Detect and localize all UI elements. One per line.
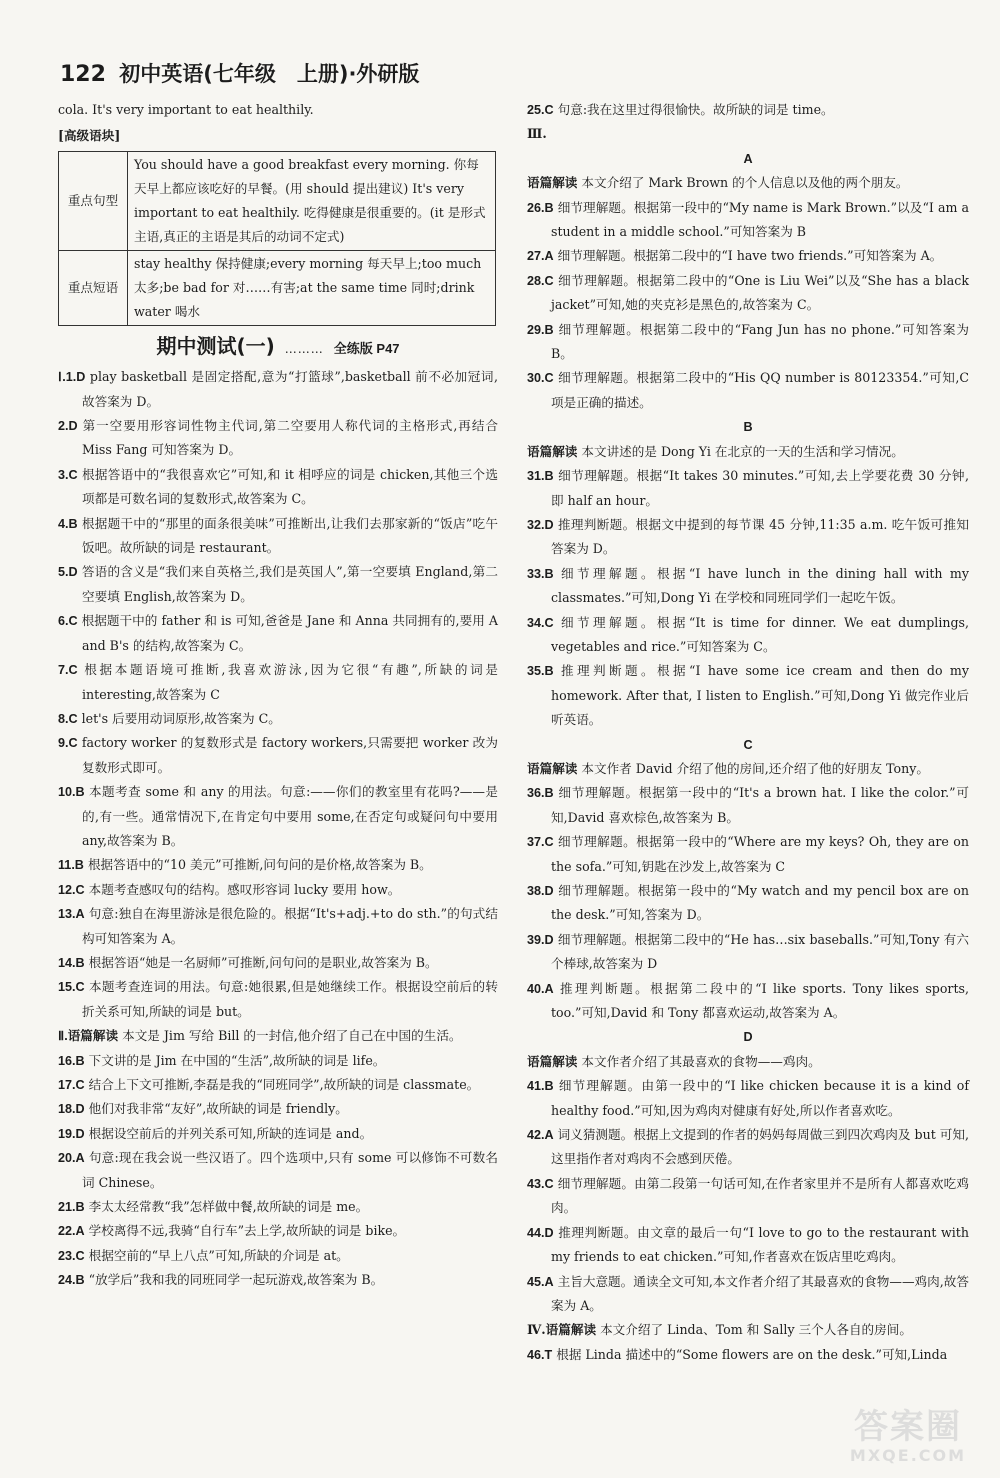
answer-text: factory worker 的复数形式是 factory workers,只需要把 worker 改为复数形式即可。 <box>81 735 498 775</box>
answer-number: 46.T <box>527 1347 553 1362</box>
answer-item <box>527 977 969 1026</box>
answer-text: 细节理解题。根据第一段中的“My watch and my pencil box are on the desk.”可知,答案为 D。 <box>551 883 969 923</box>
answer-item <box>58 1122 498 1146</box>
answer-item <box>527 1270 969 1319</box>
answer-item <box>58 365 498 414</box>
table-row <box>59 250 496 325</box>
answer-item <box>58 1244 498 1268</box>
answer-number: 24.B <box>58 1273 85 1288</box>
answer-item <box>58 951 498 975</box>
answer-number: 34.C <box>527 615 554 630</box>
answer-text: 根据答语中的“10 美元”可推断,问句问的是价格,故答案为 B。 <box>87 857 432 873</box>
answer-text: 推理判断题。根据“I have some ice cream and then do my homework. After that, I listen to English.”可知,Dong Yi 做完作业后听英语。 <box>551 663 969 728</box>
passage-label: D <box>743 1030 753 1045</box>
answer-text: 细节理解题。由第一段中的“I like chicken because it is a kind of healthy food.”可知,因为鸡肉对健康有好处,所以作者喜欢吃。 <box>551 1078 969 1118</box>
passage-summary <box>527 757 969 781</box>
answer-item <box>58 658 498 707</box>
answer-text: 第一空要用形容词性物主代词,第二空要用人称代词的主格形式,再结合 Miss Fang 可知答案为 D。 <box>82 418 498 458</box>
answer-text: 结合上下文可推断,李磊是我的“同班同学”,故所缺的词是 classmate。 <box>88 1077 480 1092</box>
answer-text: 本文是 Jim 写给 Bill 的一封信,他介绍了自己在中国的生活。 <box>122 1028 462 1044</box>
answer-item <box>58 1146 498 1195</box>
passage-summary-text: 本文作者介绍了其最喜欢的食物——鸡肉。 <box>581 1053 821 1069</box>
answer-number: 6.C <box>58 614 78 629</box>
answer-item <box>527 269 969 318</box>
answer-item <box>527 659 969 732</box>
answer-number: 2.D <box>58 419 78 434</box>
passage-summary <box>527 171 969 195</box>
answer-number: 12.C <box>58 882 85 897</box>
answer-number: 10.B <box>58 785 85 800</box>
table-value: You should have a good breakfast every morning. 你每天早上都应该吃好的早餐。(用 should 提出建议) It's very important to eat healthily. 吃得健康是很重要的。(it 是形式主语,真正的主语是其后的动词不定式) <box>128 151 496 250</box>
answer-text: 本题考查感叹句的结构。感叹形容词 lucky 要用 how。 <box>88 881 401 897</box>
page-number: 122 <box>60 62 106 87</box>
answer-number: 42.A <box>527 1128 554 1143</box>
answer-item <box>527 830 969 879</box>
answer-text: 根据题干中的“那里的面条很美味”可推断出,让我们去那家新的“饭店”吃午饭吧。故所缺的词是 restaurant。 <box>81 515 498 556</box>
answer-number: 33.B <box>527 566 554 581</box>
answer-text: 细节理解题。根据第一段中的“My name is Mark Brown.”以及“I am a student in a middle school.”可知答案为 B <box>551 199 969 240</box>
answer-text: 主旨大意题。通读全文可知,本文作者介绍了其最喜欢的食物——鸡肉,故答案为 A。 <box>551 1273 969 1313</box>
answer-text: 根据 Linda 描述中的“Some flowers are on the desk.”可知,Linda <box>556 1346 948 1362</box>
passage-summary-text: 本文介绍了 Mark Brown 的个人信息以及他的两个朋友。 <box>581 175 909 191</box>
answer-number: 41.B <box>527 1079 554 1094</box>
answer-number: 9.C <box>58 736 78 751</box>
answer-number: 17.C <box>58 1078 85 1092</box>
answer-item <box>527 781 969 830</box>
answer-item <box>58 1097 498 1121</box>
answer-text: 推理判断题。根据文中提到的每节课 45 分钟,11:35 a.m. 吃午饭可推知答案为 D。 <box>551 516 969 557</box>
answer-number: 16.B <box>58 1053 85 1068</box>
table-key: 重点句型 <box>59 151 128 250</box>
answer-item <box>58 780 498 853</box>
answer-text: 李太太经常教“我”怎样做中餐,故所缺的词是 me。 <box>88 1199 369 1215</box>
passage-summary-tag: 语篇解读 <box>527 175 578 191</box>
answer-item <box>58 1049 498 1073</box>
answer-number: 31.B <box>527 469 554 484</box>
answer-text: 细节理解题。由第二段第一句话可知,在作者家里并不是所有人都喜欢吃鸡肉。 <box>551 1175 969 1216</box>
table-row <box>59 151 496 250</box>
answer-number: 7.C <box>58 663 78 678</box>
answer-text: 细节理解题。根据第二段中的“I have two friends.”可知答案为 A。 <box>557 248 943 264</box>
answer-number: 28.C <box>527 273 554 288</box>
answer-item <box>527 562 969 611</box>
answer-number: 3.C <box>58 467 78 482</box>
page-header <box>60 58 960 90</box>
answer-text: 根据答语“她是一名厨师”可推断,问句问的是职业,故答案为 B。 <box>88 954 438 970</box>
answer-text: 细节理解题。根据第二段中的“One is Liu Wei”以及“She has a black jacket”可知,她的夹克衫是黑色的,故答案为 C。 <box>551 272 969 313</box>
answer-item <box>58 463 498 512</box>
right-column <box>527 98 969 1367</box>
passage-summary-text: 本文介绍了 Linda、Tom 和 Sally 三个人各自的房间。 <box>600 1322 912 1338</box>
answer-item <box>58 1024 498 1048</box>
answer-number: 39.D <box>527 932 554 947</box>
watermark-domain: MXQE.COM <box>849 1446 967 1465</box>
answer-text: 根据空前的“早上八点”可知,所缺的介词是 at。 <box>88 1247 349 1263</box>
answer-item <box>527 244 969 268</box>
answer-text: 他们对我非常“友好”,故所缺的词是 friendly。 <box>88 1101 348 1117</box>
answer-item <box>527 513 969 562</box>
answer-number: 38.D <box>527 884 554 898</box>
intro-line: cola. It's very important to eat healthily. <box>58 102 314 117</box>
passage-summary-tag: 语篇解读 <box>527 760 578 776</box>
answer-number: 22.A <box>58 1224 85 1239</box>
answer-number: 15.C <box>58 980 85 995</box>
answer-number: 20.A <box>58 1151 85 1166</box>
answer-item <box>527 611 969 660</box>
answer-number: 13.A <box>58 907 85 922</box>
answer-text: 推理判断题。由文章的最后一句“I love to go to the restaurant with my friends to eat chicken.”可知,作者喜欢在饭店里吃鸡肉。 <box>551 1224 969 1265</box>
answer-item <box>58 512 498 561</box>
answer-number: 30.C <box>527 371 554 386</box>
watermark-logo <box>838 1408 978 1470</box>
table-value: stay healthy 保持健康;every morning 每天早上;too much 太多;be bad for 对……有害;at the same time 同时;drink water 喝水 <box>128 250 496 325</box>
answer-number: 5.D <box>58 565 78 580</box>
answer-item <box>527 879 969 928</box>
answer-item <box>527 464 969 513</box>
answer-item <box>527 1172 969 1221</box>
answer-number: 8.C <box>58 711 78 726</box>
exam-page-ref: 全练版 P47 <box>333 340 400 356</box>
section-number: Ⅲ. <box>527 126 547 142</box>
answer-item <box>527 196 969 245</box>
answer-text: 细节理解题。根据第二段中的“He has…six baseballs.”可知,Tony 有六个棒球,故答案为 D <box>551 931 969 972</box>
answer-item <box>527 1221 969 1270</box>
answer-text: 细节理解题。根据第一段中的“Where are my keys? Oh, they are on the sofa.”可知,钥匙在沙发上,故答案为 C <box>551 834 969 874</box>
left-answer-list <box>58 365 498 1292</box>
passage-summary <box>527 1050 969 1074</box>
answer-number: 43.C <box>527 1176 554 1191</box>
answer-item <box>58 1073 498 1097</box>
answer-text: 学校离得不远,我骑“自行车”去上学,故所缺的词是 bike。 <box>88 1223 406 1239</box>
exam-dots: ……… <box>284 341 324 356</box>
answer-number: 44.D <box>527 1225 554 1240</box>
answer-text: 答语的含义是“我们来自英格兰,我们是英国人”,第一空要填 England,第二空要填 English,故答案为 D。 <box>81 564 498 604</box>
exam-title-line <box>58 334 498 361</box>
answer-text: 下文讲的是 Jim 在中国的“生活”,故所缺的词是 life。 <box>88 1052 386 1068</box>
answer-item <box>58 731 498 780</box>
passage-summary-text: 本文作者 David 介绍了他的房间,还介绍了他的好朋友 Tony。 <box>581 760 929 776</box>
answer-item <box>58 853 498 877</box>
right-answer-list <box>527 98 969 1367</box>
answer-text: 句意:现在我会说一些汉语了。四个选项中,只有 some 可以修饰不可数名词 Chinese。 <box>82 1150 498 1190</box>
answer-text: 细节理解题。根据第二段中的“Fang Jun has no phone.”可知答案为 B。 <box>551 321 969 362</box>
answer-number: 36.B <box>527 786 554 801</box>
answer-number: 40.A <box>527 981 554 996</box>
answer-item <box>527 928 969 977</box>
answer-number: 18.D <box>58 1102 85 1117</box>
answer-item <box>58 1219 498 1243</box>
answer-number: 37.C <box>527 835 554 850</box>
answer-number: 11.B <box>58 858 84 873</box>
passage-label: C <box>743 737 753 752</box>
left-column <box>58 98 498 1293</box>
table-key: 重点短语 <box>59 250 128 325</box>
answer-text: 细节理解题。根据“It takes 30 minutes.”可知,去上学要花费 30 分钟,即 half an hour。 <box>551 468 969 508</box>
passage-summary <box>527 1318 969 1342</box>
exam-title: 期中测试(一) <box>156 333 275 358</box>
answer-number: 29.B <box>527 322 554 337</box>
passage-summary-text: 本文讲述的是 Dong Yi 在北京的一天的生活和学习情况。 <box>581 443 904 459</box>
answer-item <box>58 975 498 1024</box>
answer-text: let's 后要用动词原形,故答案为 C。 <box>81 710 281 726</box>
advanced-block-label: [高级语块] <box>58 128 121 144</box>
answer-number: 21.B <box>58 1200 85 1215</box>
answer-item <box>58 560 498 609</box>
answer-text: 根据题干中的 father 和 is 可知,爸爸是 Jane 和 Anna 共同拥有的,要用 A and B's 的结构,故答案为 C。 <box>81 613 498 653</box>
answer-text: 细节理解题。根据第一段中的“It's a brown hat. I like the color.”可知,David 喜欢棕色,故答案为 B。 <box>551 785 969 825</box>
answer-item <box>527 1123 969 1172</box>
answer-text: 词义猜测题。根据上文提到的作者的妈妈每周做三到四次鸡肉及 but 可知,这里指作者对鸡肉不会感到厌倦。 <box>551 1127 969 1167</box>
answer-item <box>527 318 969 367</box>
answer-text: 句意:我在这里过得很愉快。故所缺的词是 time。 <box>557 102 834 117</box>
passage-summary-tag: 语篇解读 <box>527 443 578 459</box>
answer-number: 14.B <box>58 955 85 970</box>
answer-number: 32.D <box>527 517 554 532</box>
answer-item <box>58 609 498 658</box>
answer-text: 细节理解题。根据“I have lunch in the dining hall with my classmates.”可知,Dong Yi 在学校和同班同学们一起吃午饭。 <box>551 565 969 606</box>
answer-text: 句意:独自在海里游泳是很危险的。根据“It's+adj.+to do sth.”的句式结构可知答案为 A。 <box>82 906 498 946</box>
answer-text: 根据答语中的“我很喜欢它”可知,和 it 相呼应的词是 chicken,其他三个选项都是可数名词的复数形式,故答案为 C。 <box>81 466 498 507</box>
answer-item <box>527 98 969 122</box>
answer-item <box>58 1195 498 1219</box>
advanced-block-table <box>58 151 496 326</box>
answer-item <box>527 1343 969 1367</box>
answer-number: Ⅰ.1.D <box>58 370 86 385</box>
answer-text: 根据设空前后的并列关系可知,所缺的连词是 and。 <box>88 1125 373 1141</box>
answer-number: 25.C <box>527 103 554 117</box>
answer-item <box>58 902 498 951</box>
passage-label: B <box>743 420 753 435</box>
watermark-logo-text: 答案圈 <box>854 1407 962 1447</box>
answer-text: 细节理解题。根据“It is time for dinner. We eat dumplings, vegetables and rice.”可知答案为 C。 <box>551 614 969 654</box>
answer-text: 细节理解题。根据第二段中的“His QQ number is 80123354.”可知,C 项是正确的描述。 <box>551 370 969 410</box>
answer-text: 根据本题语境可推断,我喜欢游泳,因为它很“有趣”,所缺的词是 interesting,故答案为 C <box>82 662 498 702</box>
answer-item <box>527 366 969 415</box>
answer-item <box>527 1074 969 1123</box>
answer-text: play basketball 是固定搭配,意为“打篮球”,basketball 前不必加冠词,故答案为 D。 <box>82 369 498 409</box>
answer-number: 35.B <box>527 664 554 679</box>
answer-number: 26.B <box>527 200 554 215</box>
passage-summary <box>527 440 969 464</box>
answer-number: 4.B <box>58 516 78 531</box>
answer-text: 本题考查连词的用法。句意:她很累,但是她继续工作。根据设空前后的转折关系可知,所缺的词是 but。 <box>82 979 498 1019</box>
answer-number: 45.A <box>527 1274 554 1289</box>
book-title: 初中英语(七年级 上册)·外研版 <box>119 62 420 86</box>
answer-number: 19.D <box>58 1126 85 1141</box>
answer-item <box>58 1268 498 1292</box>
answer-item <box>58 878 498 902</box>
answer-number: 27.A <box>527 249 554 264</box>
answer-item <box>58 414 498 463</box>
passage-summary-tag: Ⅳ.语篇解读 <box>527 1322 597 1338</box>
answer-text: 本题考查 some 和 any 的用法。句意:——你们的教室里有花吗?——是的,有一些。通常情况下,在肯定句中要用 some,在否定句或疑问句中要用 any,故答案为 B。 <box>82 784 498 848</box>
answer-number: Ⅱ.语篇解读 <box>58 1029 119 1044</box>
answer-text: 推理判断题。根据第二段中的“I like sports. Tony likes sports, too.”可知,David 和 Tony 都喜欢运动,故答案为 A。 <box>551 980 969 1021</box>
answer-item <box>58 707 498 731</box>
passage-label: A <box>743 151 753 166</box>
answer-text: “放学后”我和我的同班同学一起玩游戏,故答案为 B。 <box>88 1272 384 1288</box>
passage-summary-tag: 语篇解读 <box>527 1053 578 1069</box>
answer-number: 23.C <box>58 1248 85 1263</box>
